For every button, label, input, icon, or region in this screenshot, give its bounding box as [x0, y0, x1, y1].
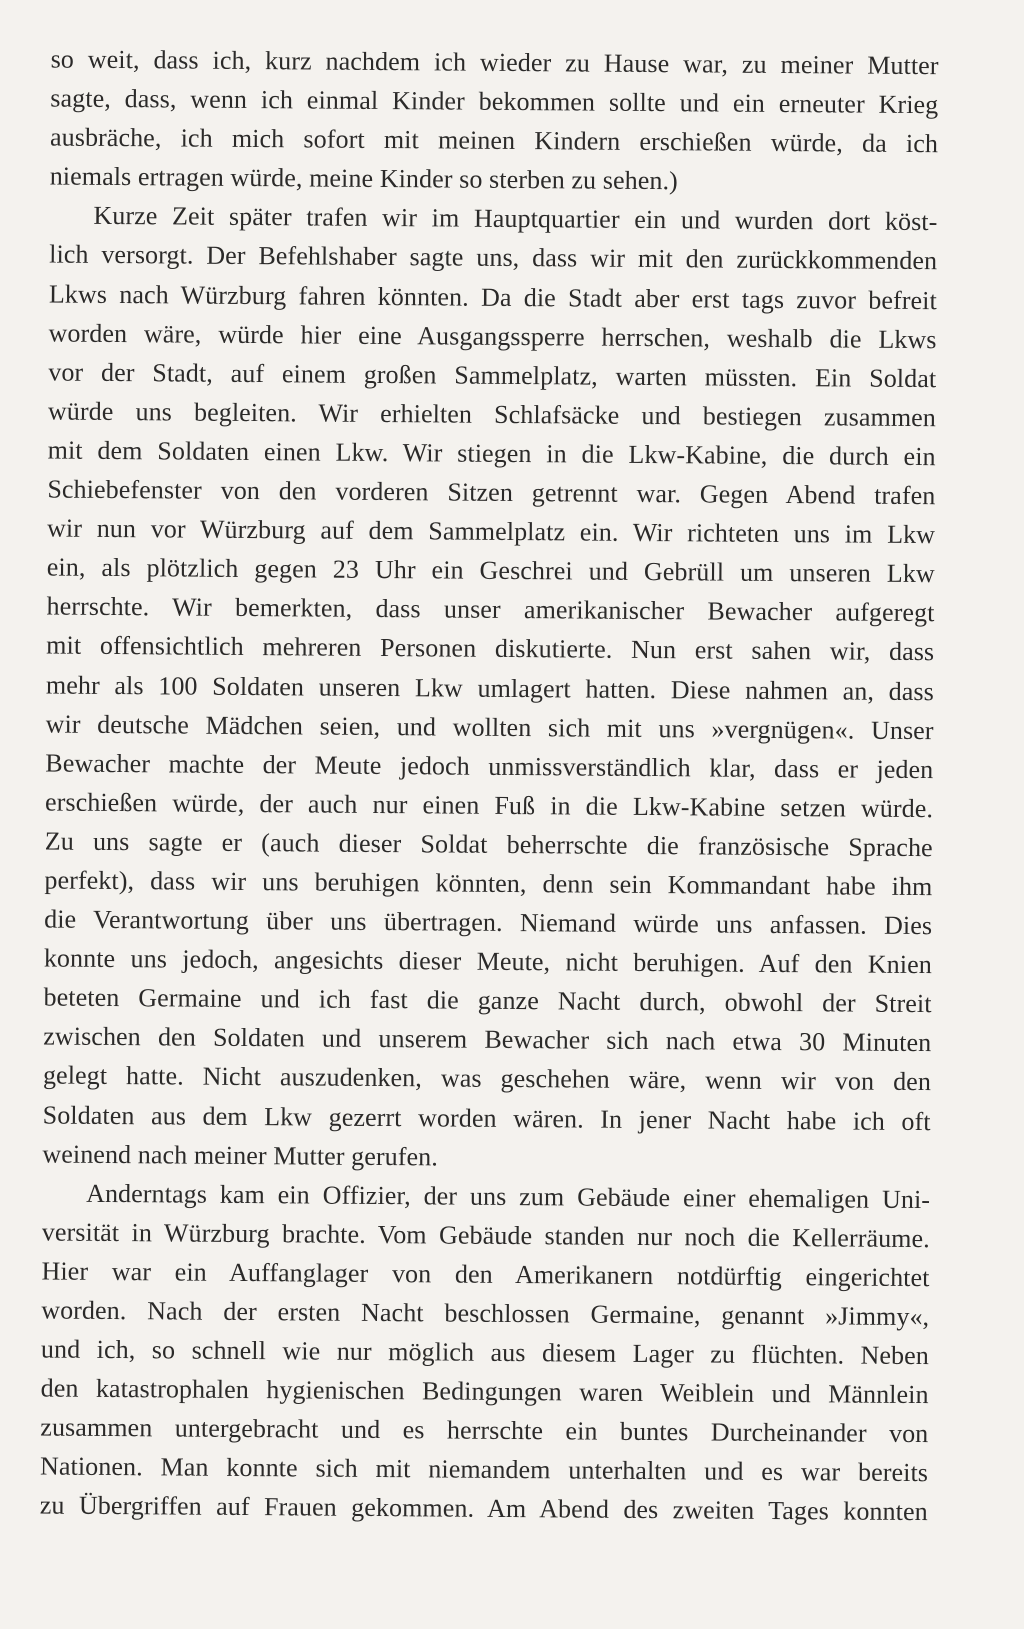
- text-line: zusammen untergebracht und es herrschte ein buntes Durcheinander von: [40, 1412, 929, 1449]
- text-line: und ich, so schnell wie nur möglich aus diesem Lager zu flüchten. Neben: [40, 1334, 930, 1371]
- text-line: zu Übergriffen auf Frauen gekommen. Am Abend des zweiten Tages konnten: [39, 1490, 928, 1527]
- text-line: würde uns begleiten. Wir erhielten Schlafsäcke und bestiegen zusammen: [47, 396, 937, 433]
- paragraph: [42, 196, 937, 1180]
- text-line: versität in Würzburg brachte. Vom Gebäude standen nur noch die Kellerräume.: [41, 1217, 930, 1253]
- text-line: Kurze Zeit später trafen wir im Hauptquartier ein und wurden dort köst-: [93, 201, 938, 237]
- text-line: Schiebefenster von den vorderen Sitzen getrennt war. Gegen Abend trafen: [47, 474, 936, 511]
- text-line: Zu uns sagte er (auch dieser Soldat beherrschte die französische Sprache: [44, 826, 933, 863]
- text-line: Bewacher machte der Meute jedoch unmissverständlich klar, dass er jeden: [45, 748, 934, 784]
- text-line: herrschte. Wir bemerkten, dass unser amerikanischer Bewacher aufgeregt: [46, 591, 935, 628]
- text-line: beteten Germaine und ich fast die ganze Nacht durch, obwohl der Streit: [43, 982, 932, 1019]
- text-line: mit dem Soldaten einen Lkw. Wir stiegen in die Lkw-Kabine, die durch ein: [47, 435, 936, 472]
- text-line: ausbräche, ich mich sofort mit meinen Kindern erschießen würde, da ich: [49, 122, 939, 159]
- text-line: weinend nach meiner Mutter gerufen.: [42, 1139, 439, 1172]
- text-line: die Verantwortung über uns übertragen. Niemand würde uns anfassen. Dies: [44, 904, 933, 941]
- paragraph: [50, 40, 939, 203]
- text-line: Nationen. Man konnte sich mit niemandem unterhalten und es war bereits: [39, 1451, 929, 1488]
- text-line: zwischen den Soldaten und unserem Bewacher sich nach etwa 30 Minuten: [43, 1021, 932, 1058]
- text-line: mit offensichtlich mehreren Personen diskutierte. Nun erst sahen wir, dass: [46, 630, 935, 667]
- text-line: worden. Nach der ersten Nacht beschlossen Germaine, genannt »Jimmy«,: [41, 1295, 930, 1332]
- text-line: Hier war ein Auffanglager von den Amerikanern notdürftig eingerichtet: [41, 1256, 930, 1293]
- paragraph: [40, 1173, 931, 1531]
- text-line: konnte uns jedoch, angesichts dieser Meute, nicht beruhigen. Auf den Knien: [43, 943, 932, 980]
- text-line: Anderntags kam ein Offizier, der uns zum Gebäude einer ehemaligen Uni-: [86, 1178, 931, 1214]
- text-line: worden wäre, würde hier eine Ausgangssperre herrschen, weshalb die Lkws: [48, 318, 937, 354]
- text-line: Lkws nach Würzburg fahren könnten. Da die Stadt aber erst tags zuvor befreit: [48, 279, 937, 315]
- text-line: wir nun vor Würzburg auf dem Sammelplatz ein. Wir richteten uns im Lkw: [47, 513, 936, 550]
- text-line: wir deutsche Mädchen seien, und wollten sich mit uns »vergnügen«. Unser: [45, 709, 934, 745]
- text-line: ein, als plötzlich gegen 23 Uhr ein Geschrei und Gebrüll um unseren Lkw: [46, 552, 935, 589]
- text-line: so weit, dass ich, kurz nachdem ich wieder zu Hause war, zu meiner Mutter: [50, 44, 939, 81]
- text-line: Soldaten aus dem Lkw gezerrt worden wären. In jener Nacht habe ich oft: [42, 1100, 931, 1136]
- text-line: lich versorgt. Der Befehlshaber sagte uns, dass wir mit den zurückkommenden: [49, 239, 938, 276]
- body-text: [40, 40, 939, 1532]
- text-line: perfekt), dass wir uns beruhigen könnten, denn sein Kommandant habe ihm: [44, 865, 933, 902]
- text-line: vor der Stadt, auf einem großen Sammelplatz, warten müssten. Ein Soldat: [48, 357, 937, 393]
- text-line: erschießen würde, der auch nur einen Fuß in die Lkw-Kabine setzen würde.: [44, 787, 934, 823]
- text-line: mehr als 100 Soldaten unseren Lkw umlagert hatten. Diese nahmen an, dass: [45, 669, 935, 706]
- text-line: den katastrophalen hygienischen Bedingungen waren Weiblein und Männlein: [40, 1373, 929, 1410]
- text-line: niemals ertragen würde, meine Kinder so sterben zu sehen.): [49, 161, 678, 196]
- text-line: sagte, dass, wenn ich einmal Kinder bekommen sollte und ein erneuter Krieg: [50, 83, 939, 120]
- text-line: gelegt hatte. Nicht auszudenken, was geschehen wäre, wenn wir von den: [42, 1060, 932, 1097]
